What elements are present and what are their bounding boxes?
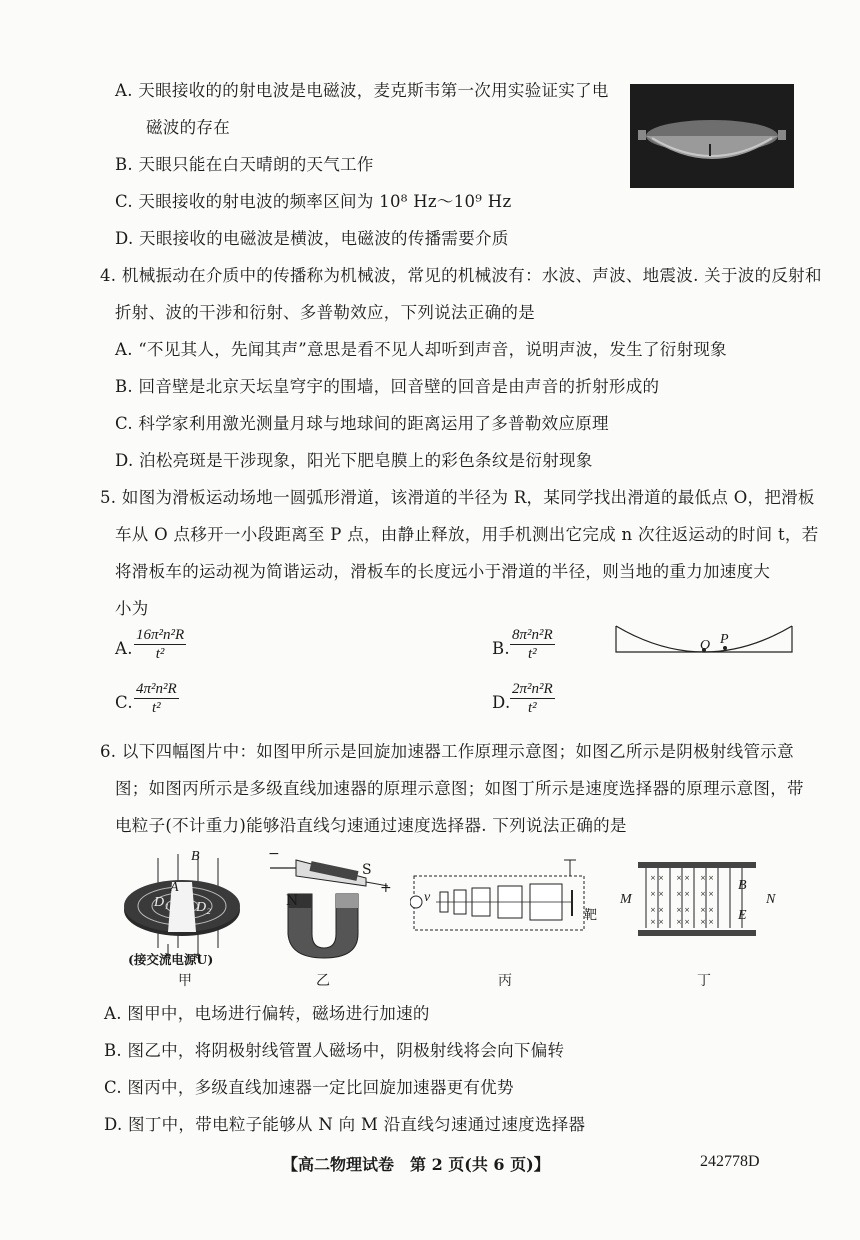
svg-text:× ×: × × — [650, 874, 664, 882]
selector-label-n: N — [766, 892, 776, 907]
cyclotron-label-d1: D₁ — [154, 895, 169, 910]
q3-option-c: C. 天眼接收的射电波的频率区间为 10⁸ Hz～10⁹ Hz — [115, 192, 512, 211]
q5-option-c-numerator: 4π²n²R — [136, 681, 177, 697]
q5-point-p: P — [720, 632, 729, 647]
q3-option-d: D. 天眼接收的电磁波是横波，电磁波的传播需要介质 — [115, 229, 509, 248]
q6-option-b: B. 图乙中，将阴极射线管置人磁场中，阴极射线将会向下偏转 — [104, 1041, 565, 1060]
q3-option-a-line2: 磁波的存在 — [146, 118, 230, 137]
crt-minus: − — [268, 846, 280, 862]
q5-option-a-denominator: t² — [155, 646, 165, 662]
cyclotron-caption: (接交流电源U) — [128, 952, 214, 967]
svg-text:× ×: × × — [676, 906, 690, 914]
crt-label-s: S — [362, 862, 372, 878]
figure-yi-label: 乙 — [316, 973, 330, 989]
svg-text:× ×: × × — [650, 906, 664, 914]
q5-stem-line1: 5. 如图为滑板运动场地一圆弧形滑道，该滑道的半径为 R，某同学找出滑道的最低点 O，把滑板 — [100, 488, 815, 507]
page-footer-title: 【高二物理试卷 第 2 页(共 6 页)】 — [282, 1155, 550, 1174]
cyclotron-diagram — [118, 848, 246, 960]
paper-code: 242778D — [700, 1153, 760, 1170]
svg-text:× ×: × × — [700, 874, 714, 882]
svg-text:× ×: × × — [650, 918, 664, 926]
svg-text:× ×: × × — [650, 890, 664, 898]
q4-option-a: A. “不见其人，先闻其声”意思是看不见人却听到声音，说明声波，发生了衍射现象 — [115, 340, 727, 359]
q5-option-d-numerator: 2π²n²R — [512, 681, 553, 697]
svg-text:× ×: × × — [700, 918, 714, 926]
q5-stem-line3: 将滑板车的运动视为简谐运动，滑板车的长度远小于滑道的半径，则当地的重力加速度大 — [115, 562, 771, 581]
crt-plus: + — [380, 880, 392, 896]
q5-stem-line4: 小为 — [115, 599, 149, 618]
figure-bing-label: 丙 — [498, 973, 512, 989]
q3-option-b: B. 天眼只能在白天晴朗的天气工作 — [115, 155, 374, 174]
cyclotron-label-d2: D₂ — [196, 900, 211, 915]
svg-text:× ×: × × — [676, 918, 690, 926]
cyclotron-label-a: A — [170, 880, 179, 895]
q6-option-d: D. 图丁中，带电粒子能够从 N 向 M 沿直线匀速通过速度选择器 — [104, 1115, 586, 1134]
svg-text:× ×: × × — [700, 890, 714, 898]
q4-option-d: D. 泊松亮斑是干涉现象，阳光下肥皂膜上的彩色条纹是衍射现象 — [115, 451, 593, 470]
linear-accelerator-diagram — [410, 856, 598, 940]
q5-option-b-numerator: 8π²n²R — [512, 627, 553, 643]
q5-option-b-formula — [510, 626, 555, 663]
velocity-selector-diagram — [636, 860, 758, 940]
q5-option-d-formula — [510, 680, 555, 717]
q5-option-c-formula — [134, 680, 179, 717]
svg-text:× ×: × × — [700, 906, 714, 914]
q5-option-b-label: B. — [492, 639, 510, 658]
q6-option-a: A. 图甲中，电场进行偏转，磁场进行加速的 — [104, 1004, 430, 1023]
q5-option-a-label: A. — [115, 639, 133, 658]
q5-option-d-label: D. — [492, 693, 511, 712]
q5-option-b-denominator: t² — [528, 646, 537, 662]
q5-option-a-numerator: 16π²n²R — [136, 627, 185, 643]
cyclotron-label-b: B — [191, 849, 200, 864]
q6-stem-line1: 6. 以下四幅图片中：如图甲所示是回旋加速器工作原理示意图；如图乙所示是阴极射线管示意 — [100, 742, 794, 761]
crt-label-n: N — [286, 893, 299, 909]
q5-option-c-label: C. — [115, 693, 133, 712]
q3-option-a-line1: A. 天眼接收的的射电波是电磁波，麦克斯韦第一次用实验证实了电 — [115, 81, 609, 100]
q6-stem-line2: 图；如图丙所示是多级直线加速器的原理示意图；如图丁所示是速度选择器的原理示意图，带 — [115, 779, 804, 798]
selector-label-b: B — [738, 878, 747, 893]
q4-stem-line2: 折射、波的干涉和衍射、多普勒效应，下列说法正确的是 — [115, 303, 535, 322]
q5-stem-line2: 车从 O 点移开一小段距离至 P 点，由静止释放，用手机测出它完成 n 次往返运动的时间 t，若 — [115, 525, 819, 544]
q4-option-b: B. 回音壁是北京天坛皇穹宇的围墙，回音壁的回音是由声音的折射形成的 — [115, 377, 660, 396]
selector-label-m: M — [620, 892, 632, 907]
figure-ding-label: 丁 — [697, 973, 711, 989]
q4-option-c: C. 科学家利用激光测量月球与地球间的距离运用了多普勒效应原理 — [115, 414, 609, 433]
telescope-photo — [630, 84, 794, 188]
svg-text:× ×: × × — [676, 890, 690, 898]
q5-option-a-formula — [134, 626, 186, 663]
figure-jia-label: 甲 — [178, 973, 192, 989]
q5-point-o: O — [700, 638, 711, 653]
q5-option-d-denominator: t² — [528, 700, 537, 716]
linac-label-target: 靶 — [584, 908, 598, 923]
svg-text:× ×: × × — [676, 874, 690, 882]
q4-stem-line1: 4. 机械振动在介质中的传播称为机械波，常见的机械波有：水波、声波、地震波. 关于波的反射和 — [100, 266, 822, 285]
q6-stem-line3: 电粒子(不计重力)能够沿直线匀速通过速度选择器. 下列说法正确的是 — [115, 816, 627, 835]
linac-label-v: v — [424, 890, 431, 905]
q5-option-c-denominator: t² — [152, 700, 161, 716]
selector-label-e: E — [738, 908, 747, 923]
q6-option-c: C. 图丙中，多级直线加速器一定比回旋加速器更有优势 — [104, 1078, 514, 1097]
